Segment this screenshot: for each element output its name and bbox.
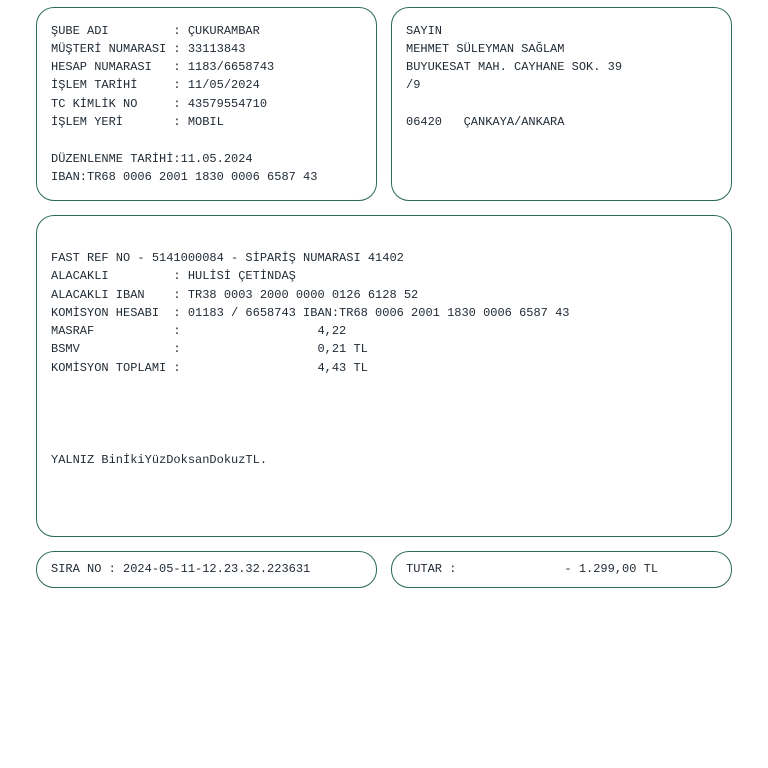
issue-date-line: DÜZENLENME TARİHİ:11.05.2024 <box>51 152 253 166</box>
address-postal-city: 06420 ÇANKAYA/ANKARA <box>406 115 565 129</box>
recipient-name: MEHMET SÜLEYMAN SAĞLAM <box>406 42 565 56</box>
commission-total-line: KOMİSYON TOPLAMI : 4,43 TL <box>51 361 368 375</box>
amount-in-words: YALNIZ BinİkiYüzDoksanDokuzTL. <box>51 453 268 467</box>
salutation: SAYIN <box>406 24 443 38</box>
sequence-number: SIRA NO : 2024-05-11-12.23.32.223631 <box>51 562 311 576</box>
transaction-details-panel <box>36 215 732 537</box>
amount-panel <box>391 551 732 588</box>
total-amount: TUTAR : - 1.299,00 TL <box>406 562 659 576</box>
commission-account-line: KOMİSYON HESABI : 01183 / 6658743 IBAN:TR68 0006 2001 1830 0006 6587 43 <box>51 306 570 320</box>
address-street: BUYUKESAT MAH. CAYHANE SOK. 39 <box>406 60 623 74</box>
transaction-date-line: İŞLEM TARİHİ : 11/05/2024 <box>51 78 260 92</box>
bsmv-line: BSMV : 0,21 TL <box>51 342 368 356</box>
creditor-line: ALACAKLI : HULİSİ ÇETİNDAŞ <box>51 269 296 283</box>
account-number-line: HESAP NUMARASI : 1183/6658743 <box>51 60 275 74</box>
customer-number-line: MÜŞTERİ NUMARASI : 33113843 <box>51 42 246 56</box>
recipient-address-panel <box>391 7 732 201</box>
branch-name-line: ŞUBE ADI : ÇUKURAMBAR <box>51 24 260 38</box>
fast-ref-line: FAST REF NO - 5141000084 - SİPARİŞ NUMARASI 41402 <box>51 251 404 265</box>
creditor-iban-line: ALACAKLI IBAN : TR38 0003 2000 0000 0126 6128 52 <box>51 288 419 302</box>
tc-id-line: TC KİMLİK NO : 43579554710 <box>51 97 268 111</box>
transaction-place-line: İŞLEM YERİ : MOBIL <box>51 115 224 129</box>
address-street-cont: /9 <box>406 78 421 92</box>
fee-line: MASRAF : 4,22 <box>51 324 347 338</box>
account-iban-line: IBAN:TR68 0006 2001 1830 0006 6587 43 <box>51 170 318 184</box>
branch-info-panel <box>36 7 377 201</box>
sequence-number-panel <box>36 551 377 588</box>
